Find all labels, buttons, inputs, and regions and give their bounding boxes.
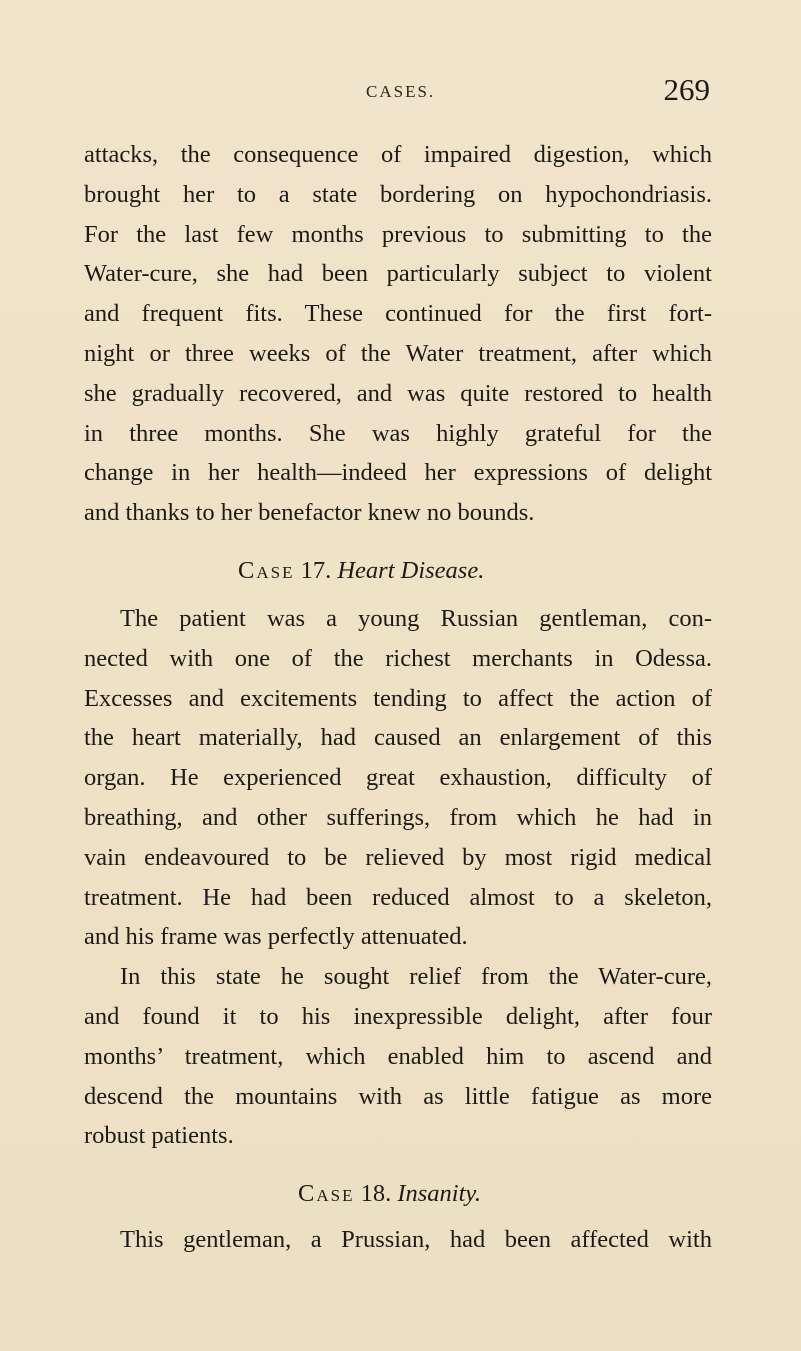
text-line: attacks, the consequence of impaired digestion, which: [84, 141, 712, 168]
text-line: In this state he sought relief from the Water-cure,: [120, 963, 712, 991]
paragraph-2: [84, 599, 712, 957]
case-title: Heart Disease.: [337, 556, 485, 584]
page-header: [0, 72, 801, 112]
text-line: and found it to his inexpressible delight, after four: [84, 1002, 712, 1030]
text-line: robust patients.: [84, 1122, 234, 1150]
case-18-heading: [84, 1156, 712, 1220]
text-line: brought her to a state bordering on hypochondriasis.: [84, 180, 712, 208]
text-line: she gradually recovered, and was quite restored to health: [84, 379, 712, 407]
text-line: change in her health—indeed her expressions of delight: [84, 459, 712, 487]
text-line: nected with one of the richest merchants in Odessa.: [84, 644, 712, 672]
case-number: 18.: [360, 1180, 392, 1208]
text-line: vain endeavoured to be relieved by most rigid medical: [84, 843, 712, 871]
text-line: treatment. He had been reduced almost to a skeleton,: [84, 883, 712, 911]
page-number: 269: [663, 72, 710, 107]
page-body: [84, 135, 712, 1260]
paragraph-4: [84, 1220, 712, 1260]
text-line: Water-cure, she had been particularly subject to violent: [84, 260, 712, 288]
case-17-heading: [84, 533, 712, 599]
text-line: organ. He experienced great exhaustion, difficulty of: [84, 764, 712, 792]
paragraph-1: [84, 135, 712, 533]
case-label: Case: [298, 1180, 355, 1208]
case-number: 17.: [300, 556, 332, 584]
text-line: months’ treatment, which enabled him to ascend and: [84, 1042, 712, 1070]
text-line: in three months. She was highly grateful for the: [84, 419, 712, 447]
text-line: This gentleman, a Prussian, had been affected with: [120, 1226, 712, 1254]
paragraph-3: [84, 957, 712, 1156]
case-label: Case: [238, 556, 295, 584]
text-line: For the last few months previous to submitting to the: [84, 220, 712, 248]
case-title: Insanity.: [397, 1180, 482, 1208]
text-line: Excesses and excitements tending to affect the action of: [84, 684, 712, 712]
running-head: CASES.: [366, 82, 436, 101]
text-line: and frequent fits. These continued for the first fort-: [84, 300, 712, 328]
text-line: and thanks to her benefactor knew no bounds.: [84, 499, 535, 527]
text-line: The patient was a young Russian gentleman, con-: [120, 604, 712, 632]
text-line: and his frame was perfectly attenuated.: [84, 923, 468, 951]
text-line: breathing, and other sufferings, from which he had in: [84, 803, 712, 831]
text-line: descend the mountains with as little fatigue as more: [84, 1082, 712, 1110]
text-line: night or three weeks of the Water treatment, after which: [84, 339, 712, 367]
text-line: the heart materially, had caused an enlargement of this: [84, 724, 712, 752]
